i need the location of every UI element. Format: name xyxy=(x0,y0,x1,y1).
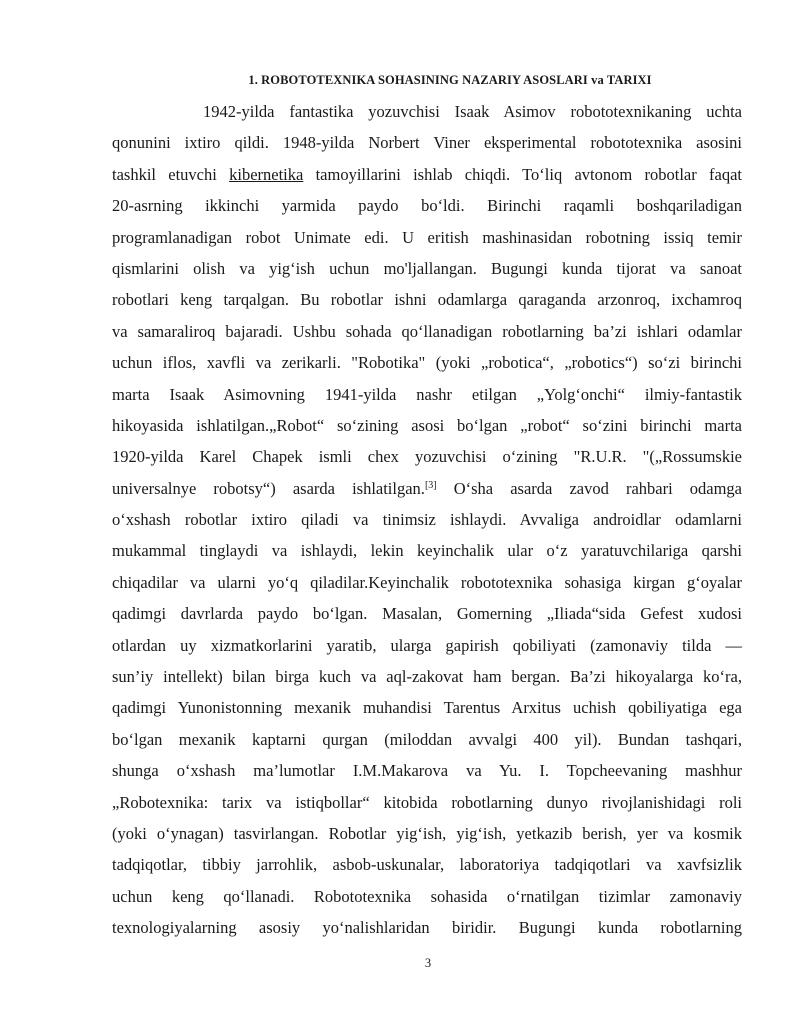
paragraph-line: shunga o‘xshash ma’lumotlar I.M.Makarova va Yu. I. Topcheevaning mashhur xyxy=(112,761,742,781)
paragraph-line: 1920-yilda Karel Chapek ismli chex yozuvchisi o‘zining "R.U.R. "(„Rossumskie xyxy=(112,447,742,467)
paragraph-line: uchun iflos, xavfli va zerikarli. "Robotika" (yoki „robotica“, „robotics“) so‘zi birinchi xyxy=(112,353,742,373)
paragraph-line: qismlarini olish va yig‘ish uchun mo'ljallangan. Bugungi kunda tijorat va sanoat xyxy=(112,258,742,278)
paragraph-line: programlanadigan robot Unimate edi. U eritish mashinasidan robotning issiq temir xyxy=(112,227,742,247)
paragraph-line: 1942-yilda fantastika yozuvchisi Isaak Asimov robototexnikaning uchta xyxy=(203,102,742,121)
paragraph-line: o‘xshash robotlar ixtiro qiladi va tinimsiz ishlaydi. Avvaliga androidlar odamlarni xyxy=(112,510,742,530)
kibernetika-link[interactable]: kibernetika xyxy=(229,164,304,184)
paragraph-line: qadimgi davrlarda paydo bo‘lgan. Masalan, Gomerning „Iliada“sida Gefest xudosi xyxy=(112,604,742,624)
paragraph-line: tadqiqotlar, tibbiy jarrohlik, asbob-uskunalar, laboratoriya tadqiqotlari va xavfsizlik xyxy=(112,855,742,875)
paragraph-line: va samaraliroq bajaradi. Ushbu sohada qo‘llanadigan robotlarning ba’zi ishlari odamlar xyxy=(112,321,742,341)
paragraph-line: uchun keng qo‘llanadi. Robototexnika sohasida o‘rnatilgan tizimlar zamonaviy xyxy=(112,886,742,906)
paragraph-line: (yoki o‘ynagan) tasvirlangan. Robotlar yig‘ish, yig‘ish, yetkazib berish, yer va kosmik xyxy=(112,823,742,843)
paragraph-line: sun’iy intellekt) bilan birga kuch va aql-zakovat ham bergan. Ba’zi hikoyalarga ko‘ra, xyxy=(112,667,742,687)
paragraph-line: texnologiyalarning asosiy yo‘nalishlaridan biridir. Bugungi kunda robotlarning xyxy=(112,918,742,938)
paragraph-line: hikoyasida ishlatilgan.„Robot“ so‘zining asosi bo‘lgan „robot“ so‘zini birinchi marta xyxy=(112,415,742,435)
footnote-reference[interactable]: [3] xyxy=(424,479,437,491)
paragraph-line: bo‘lgan mexanik kaptarni qurgan (miloddan avvalgi 400 yil). Bundan tashqari, xyxy=(112,729,742,749)
paragraph-line: qadimgi Yunonistonning mexanik muhandisi Tarentus Arxitus uchish qobiliyatiga ega xyxy=(112,698,742,718)
paragraph-line: tashkil etuvchi kibernetika tamoyillarini ishlab chiqdi. To‘liq avtonom robotlar faqat xyxy=(112,164,742,184)
paragraph-line: 20-asrning ikkinchi yarmida paydo bo‘ldi. Birinchi raqamli boshqariladigan xyxy=(112,196,742,216)
page-number: 3 xyxy=(424,956,432,970)
paragraph-line: universalnye robotsy“) asarda ishlatilgan.[3] O‘sha asarda zavod rahbari odamga xyxy=(112,478,743,498)
body-paragraph xyxy=(112,96,742,944)
paragraph-line: mukammal tinglaydi va ishlaydi, lekin keyinchalik ular o‘z yaratuvchilariga qarshi xyxy=(112,541,742,561)
paragraph-line: „Robotexnika: tarix va istiqbollar“ kitobida robotlarning dunyo rivojlanishidagi roli xyxy=(112,792,742,812)
paragraph-line: qonunini ixtiro qildi. 1948-yilda Norbert Viner eksperimental robototexnika asosini xyxy=(112,133,742,153)
paragraph-line: otlardan uy xizmatkorlarini yaratib, ularga gapirish qobiliyati (zamonaviy tilda — xyxy=(112,635,742,655)
paragraph-line: chiqadilar va ularni yo‘q qiladilar.Keyinchalik robototexnika sohasiga kirgan g‘oyalar xyxy=(112,572,742,592)
paragraph-line: robotlari keng tarqalgan. Bu robotlar ishni odamlarga qaraganda arzonroq, ixchamroq xyxy=(112,290,742,310)
paragraph-line: marta Isaak Asimovning 1941-yilda nashr etilgan „Yolg‘onchi“ ilmiy-fantastik xyxy=(112,384,742,404)
section-heading: 1. ROBOTOTEXNIKA SOHASINING NAZARIY ASOSLARI va TARIXI xyxy=(248,73,652,87)
